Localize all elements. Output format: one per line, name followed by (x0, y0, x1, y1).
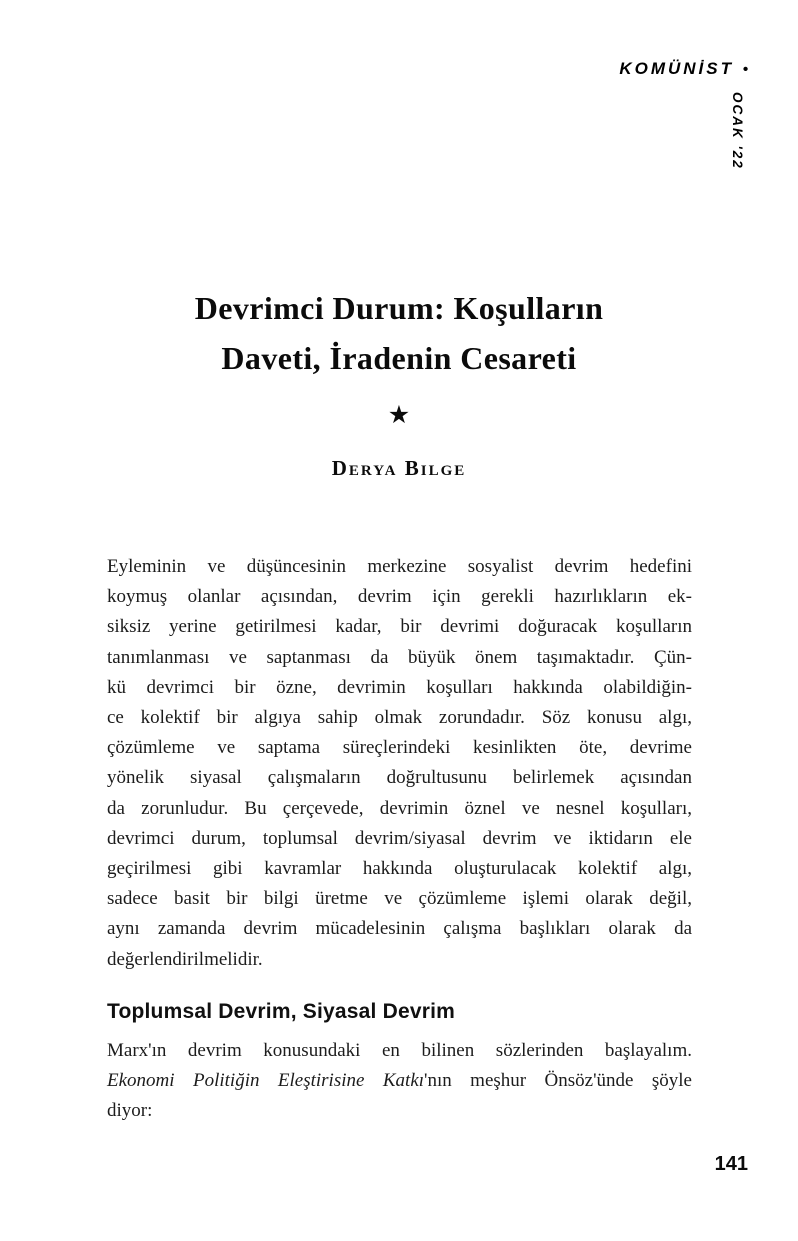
text-line (107, 763, 692, 793)
text-segment: tanımlanması ve saptanması da büyük önem taşımaktadır. Çün- (107, 646, 692, 668)
text-line (107, 733, 692, 763)
text-line (107, 1036, 692, 1066)
article-title-line1: Devrimci Durum: Koşulların (194, 290, 604, 326)
text-segment: Eyleminin ve düşüncesinin merkezine sosyalist devrim hedefini (107, 556, 692, 577)
text-line (107, 612, 692, 642)
masthead-bullet-icon: • (742, 61, 748, 78)
text-segment: diyor: (107, 1100, 153, 1122)
body-paragraph-marx (107, 1036, 692, 1127)
text-segment: değerlendirilmelidir. (107, 948, 263, 970)
article-title (0, 283, 798, 383)
text-line (107, 1096, 692, 1126)
text-line (107, 703, 692, 733)
text-line (107, 552, 692, 582)
article-title-line2: Daveti, İradenin Cesareti (221, 340, 577, 376)
text-segment: 'nın meşhur Önsöz'ünde şöyle (424, 1070, 692, 1092)
journal-masthead (619, 59, 748, 79)
text-segment: ce kolektif bir algıya sahip olmak zorundadır. Söz konusu algı, (107, 707, 692, 729)
text-line (107, 854, 692, 884)
section-heading: Toplumsal Devrim, Siyasal Devrim (107, 1000, 455, 1023)
text-line (107, 824, 692, 854)
text-segment: Marx'ın devrim konusundaki en bilinen sözlerinden başlayalım. (107, 1040, 692, 1061)
text-segment: devrimci durum, toplumsal devrim/siyasal devrim ve iktidarın ele (107, 827, 692, 849)
text-segment: geçirilmesi gibi kavramlar hakkında oluşturulacak kolektif algı, (107, 858, 692, 880)
text-segment: siksiz yerine getirilmesi kadar, bir devrimi doğuracak koşulların (107, 616, 692, 638)
text-segment: yönelik siyasal çalışmaların doğrultusunu belirlemek açısından (107, 767, 692, 789)
page-number: 141 (714, 1153, 748, 1175)
text-line (107, 914, 692, 944)
text-segment: koymuş olanlar açısından, devrim için gerekli hazırlıkların ek- (107, 586, 692, 608)
text-line (107, 945, 692, 975)
text-segment: kü devrimci bir özne, devrimin koşulları hakkında olabildiğin- (107, 676, 692, 698)
text-line (107, 1066, 692, 1096)
text-line (107, 643, 692, 673)
text-line (107, 673, 692, 703)
journal-title: KOMÜNİST (619, 59, 734, 78)
text-segment: sadece basit bir bilgi üretme ve çözümleme işlemi olarak değil, (107, 888, 692, 910)
text-line (107, 582, 692, 612)
author-name: Derya Bilge (331, 456, 467, 480)
text-line (107, 884, 692, 914)
body-paragraph-intro (107, 552, 692, 975)
text-segment: aynı zamanda devrim mücadelesinin çalışma başlıkları olarak da (107, 918, 692, 940)
issue-date: OCAK '22 (730, 92, 745, 170)
italic-text-segment: Ekonomi Politiğin Eleştirisine Katkı (107, 1070, 425, 1092)
text-line (107, 794, 692, 824)
star-divider-icon: ★ (387, 402, 411, 429)
text-segment: da zorunludur. Bu çerçevede, devrimin öznel ve nesnel koşulları, (107, 797, 692, 819)
text-segment: çözümleme ve saptama süreçlerindeki kesinlikten öte, devrime (107, 737, 692, 759)
